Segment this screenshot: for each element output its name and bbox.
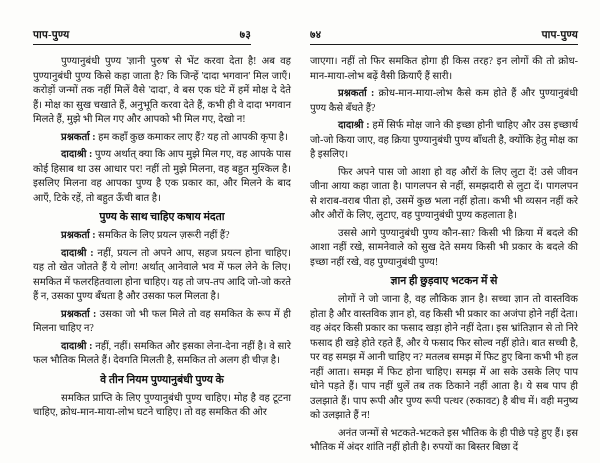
body-paragraph: पुण्यानुबंधी पुण्य 'ज्ञानी पुरुष' से भेंट करवा देता है! अब वह पुण्यानुबंधी पुण्य किसे कहा जाता है? कि जिन्हें 'दादा भगवान' मिल जाएँ। करोड़ों जन्मों तक नहीं मिलें वैसे 'दादा', वे बस एक घंटे में हमें मोक्ष दे देते हैं। मोक्ष का सुख चखाते हैं, अनुभूति करवा देते हैं, कभी ही वे दादा भगवान मिलते हैं, मुझे भी मिल गए और आपको भी मिल गए, देखो न! xyxy=(33,56,291,125)
speaker-label: प्रश्नकर्ता : xyxy=(338,88,379,99)
body-paragraph: अनंत जन्मों से भटकते-भटकते इस भौतिक के ही पीछे पड़े हुए हैं। इस भौतिक में अंदर शांति नहीं होती है। रुपयों का बिस्तर बिछा दें xyxy=(310,427,578,453)
speaker-label: दादाश्री : xyxy=(338,120,373,131)
body-paragraph: फिर अपने पास जो आशा हो वह औरों के लिए लुटा दें! उसे जीवन जीना आया कहा जाता है। पागलपन से नहीं, समझदारी से लुटा दें। पागलपन से शराब-वराब पीता हो, उसमें कुछ भला नहीं होता। कभी भी व्यसन नहीं करे और औरों के लिए, लुटाए, वह पुण्यानुबंधी पुण्य कहलाता है। xyxy=(310,166,578,221)
section-heading: पुण्य के साथ चाहिए कषाय मंदता xyxy=(99,211,225,223)
speaker-label: दादाश्री : xyxy=(61,340,96,352)
dialog-paragraph: दादाश्री : हमें सिर्फ मोक्ष जाने की इच्छा होनी चाहिए और उस इच्छार्थ जो-जो किया जाए, वह क्रिया पुण्यानुबंधी पुण्य बाँधती है, क्योंकि हेतु मोक्ष का है इसलिए। xyxy=(310,120,578,160)
speaker-label: दादाश्री : xyxy=(61,149,95,160)
speaker-label: दादाश्री : xyxy=(61,247,98,259)
page-right xyxy=(310,28,578,459)
body-paragraph: जाएगा। नहीं तो फिर समकित होगा ही किस तरह? इन लोगों की तो क्रोध-मान-माया-लोभ बढ़ें वैसी क्रियाएँ हैं सारी। xyxy=(310,56,578,82)
body-paragraph: उससे आगे पुण्यानुबंधी पुण्य कौन-सा? किसी भी क्रिया में बदले की आशा नहीं रखे, सामनेवाले को सुख देते समय किसी भी प्रकार के बदले की इच्छा नहीं रखे, वह पुण्यानुबंधी पुण्य! xyxy=(310,227,578,268)
speaker-label: प्रश्नकर्ता : xyxy=(61,131,99,143)
page-number: ७३ xyxy=(239,30,251,41)
section-heading: ज्ञान ही छुड़वाए भटकन में से xyxy=(390,275,498,287)
running-title: पाप-पुण्य xyxy=(541,30,578,41)
dialog-paragraph: प्रश्नकर्ता : उसका जो भी फल मिले तो वह समकित के रूप में ही मिलना चाहिए न? xyxy=(33,308,291,334)
dialog-paragraph: दादाश्री : नहीं, नहीं। समकित और इसका लेना-देना नहीं है। वे सारे फल भौतिक मिलते हैं। देवगति मिलती है, समकित तो अलग ही चीज़ है। xyxy=(33,340,291,366)
section-heading: वे तीन नियम पुण्यानुबंधी पुण्य के xyxy=(100,373,224,386)
running-title: पाप-पुण्य xyxy=(33,30,70,41)
page-left-body xyxy=(33,55,291,421)
dialog-paragraph: प्रश्नकर्ता : समकित के लिए प्रयत्न ज़रूरी नहीं हैं? xyxy=(61,230,230,241)
dialog-paragraph: दादाश्री : पुण्य अर्थात् क्या कि आप मुझे मिल गए, वह आपके पास कोई हिसाब था उस आधार पर! नहीं तो मुझे मिलना, वह बहुत मुश्किल है। इसलिए मिलना वह आपका पुण्य है एक प्रकार का, और मिलने के बाद आएँ, टिके रहें, तो बहुत ऊँची बात है। xyxy=(33,149,291,204)
page-left xyxy=(33,28,291,424)
speaker-label: प्रश्नकर्ता : xyxy=(61,308,100,320)
page-right-body xyxy=(310,55,578,456)
body-paragraph: लोगों ने जो जाना है, वह लौकिक ज्ञान है। सच्चा ज्ञान तो वास्तविक होता है और वास्तविक ज्ञान हो, वह किसी भी प्रकार का अजंपा होने नहीं देता। वह अंदर किसी प्रकार का फसाद खड़ा होने नहीं देता। इस भ्रांतिज्ञान से तो निरे फसाद ही खड़े होते रहते हैं, और ये फसाद फिर सोल्व नहीं होते। बात सच्ची है, पर वह समझ में आनी चाहिए न? मतलब समझ में फिट हुए बिना कभी भी हल नहीं आता। समझ में फिट होना चाहिए। समझ में आ सके उसके लिए पाप धोने पड़ते हैं। पाप नहीं धुलें तब तक ठिकाने नहीं आता है। ये सब पाप ही उलझाते हैं। पाप रूपी और पुण्य रूपी पत्थर (रुकावट) है बीच में। वही मनुष्य को उलझाते हैं न! xyxy=(310,294,578,421)
dialog-paragraph: प्रश्नकर्ता : क्रोध-मान-माया-लोभ कैसे कम होते हैं और पुण्यानुबंधी पुण्य कैसे बँधते हैं? xyxy=(310,88,579,114)
body-paragraph: समकित प्राप्ति के लिए पुण्यानुबंधी पुण्य चाहिए। मोह है वह टूटना चाहिए, क्रोध-मान-माया-लोभ घटने चाहिए। तो वह समकित की ओर xyxy=(33,392,291,418)
dialog-paragraph: दादाश्री : नहीं, प्रयत्न तो अपने आप, सहज प्रयत्न होना चाहिए। यह तो खेत जोतते हैं ये लोग! अर्थात् आनेवाले भव में फल लेने के लिए। समकित में फलरहितवाला होना चाहिए। यह तो जप-तप आदि जो-जो करते हैं न, उसका पुण्य बँधता है और उसका फल मिलता है। xyxy=(33,247,291,302)
speaker-label: प्रश्नकर्ता : xyxy=(61,230,99,241)
page-left-header xyxy=(33,28,251,45)
page-right-header xyxy=(310,28,578,45)
dialog-paragraph: प्रश्नकर्ता : हम कहाँ कुछ कमाकर लाए हैं? यह तो आपकी कृपा है। xyxy=(61,131,288,143)
page-number: ७४ xyxy=(310,30,322,41)
